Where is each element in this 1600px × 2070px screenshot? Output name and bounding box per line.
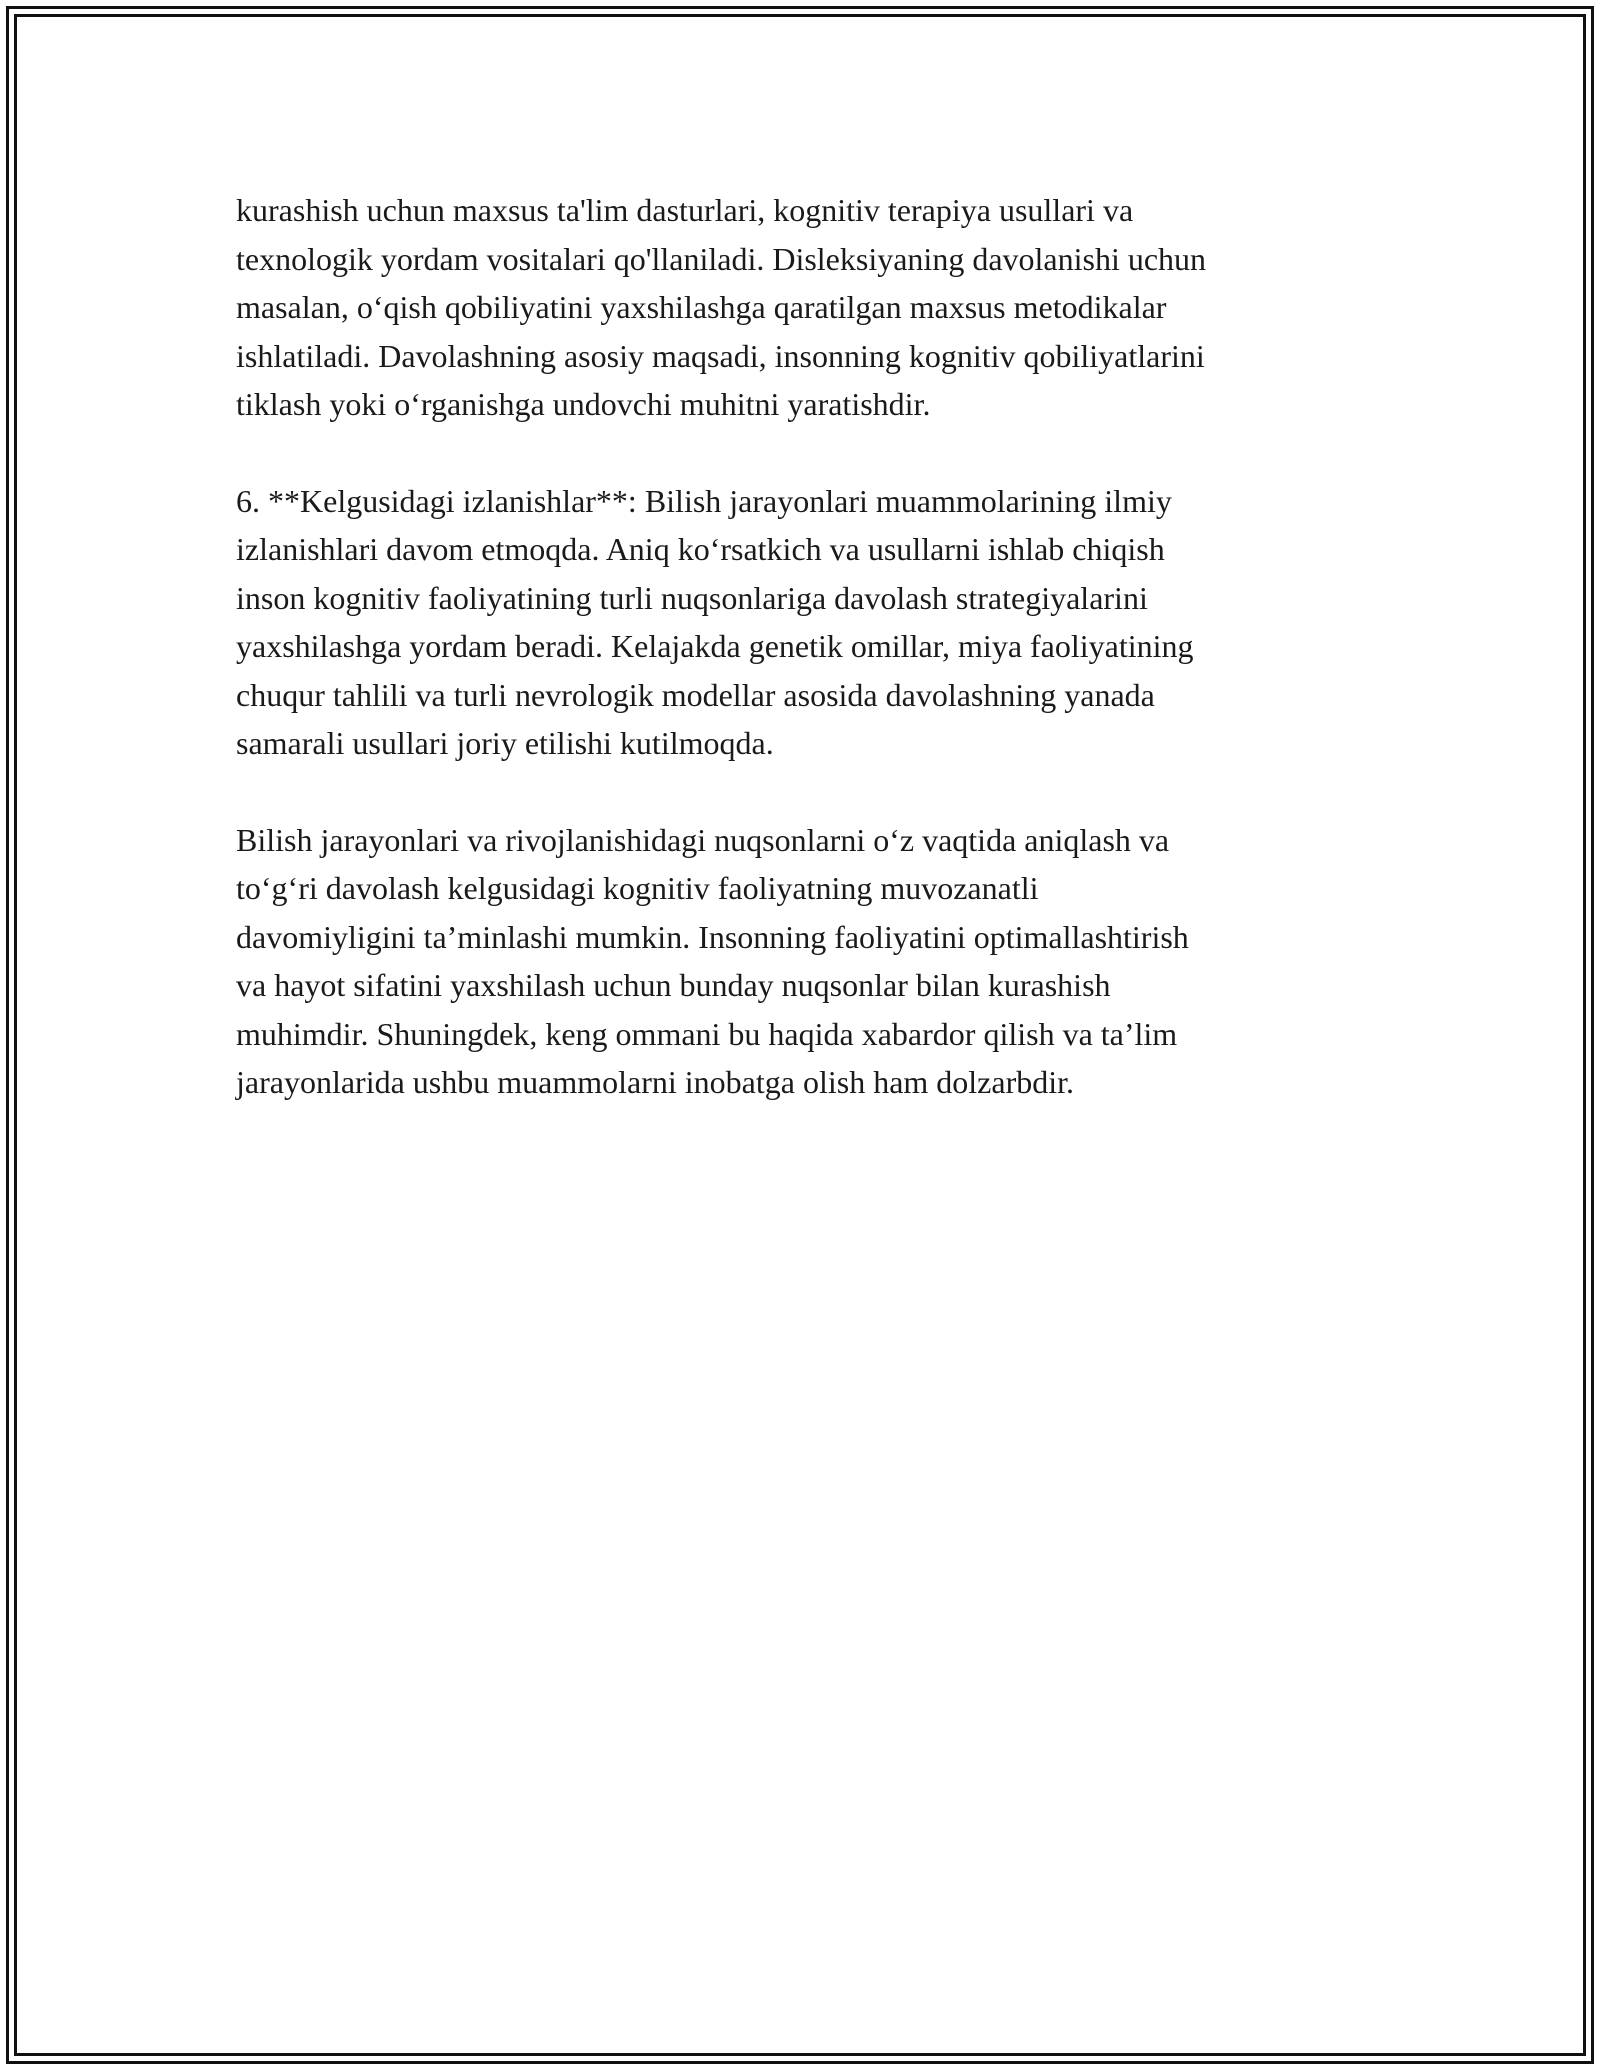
paragraph-treatment-methods: kurashish uchun maxsus ta'lim dasturlari, kognitiv terapiya usullari va texnologik yordam vositalari qo'llaniladi. Disleksiyaning davolanishi uchun masalan, o‘qish qobiliyatini yaxshilashga qaratilgan maxsus metodikalar ishlatiladi. Davolashning asosiy maqsadi, insonning kognitiv qobiliyatlarini tiklash yoki o‘rganishga undovchi muhitni yaratishdir. [236,192,1207,422]
document-body [236,186,1366,1107]
paragraph-conclusion: Bilish jarayonlari va rivojlanishidagi nuqsonlarni o‘z vaqtida aniqlash va to‘g‘ri davolash kelgusidagi kognitiv faoliyatning muvozanatli davomiyligini ta’minlashi mumkin. Insonning faoliyatini optimallashtirish va hayot sifatini yaxshilash uchun bunday nuqsonlar bilan kurashish muhimdir. Shuningdek, keng ommani bu haqida xabardor qilish va ta’lim jarayonlarida ushbu muammolarni inobatga olish ham dolzarbdir. [236,821,1189,1100]
paragraph-future-research: 6. **Kelgusidagi izlanishlar**: Bilish jarayonlari muammolarining ilmiy izlanishlari davom etmoqda. Aniq ko‘rsatkich va usullarni ishlab chiqish inson kognitiv faoliyatining turli nuqsonlariga davolash strategiyalarini yaxshilashga yordam beradi. Kelajakda genetik omillar, miya faoliyatining chuqur tahlili va turli nevrologik modellar asosida davolashning yanada samarali usullari joriy etilishi kutilmoqda. [236,482,1194,761]
